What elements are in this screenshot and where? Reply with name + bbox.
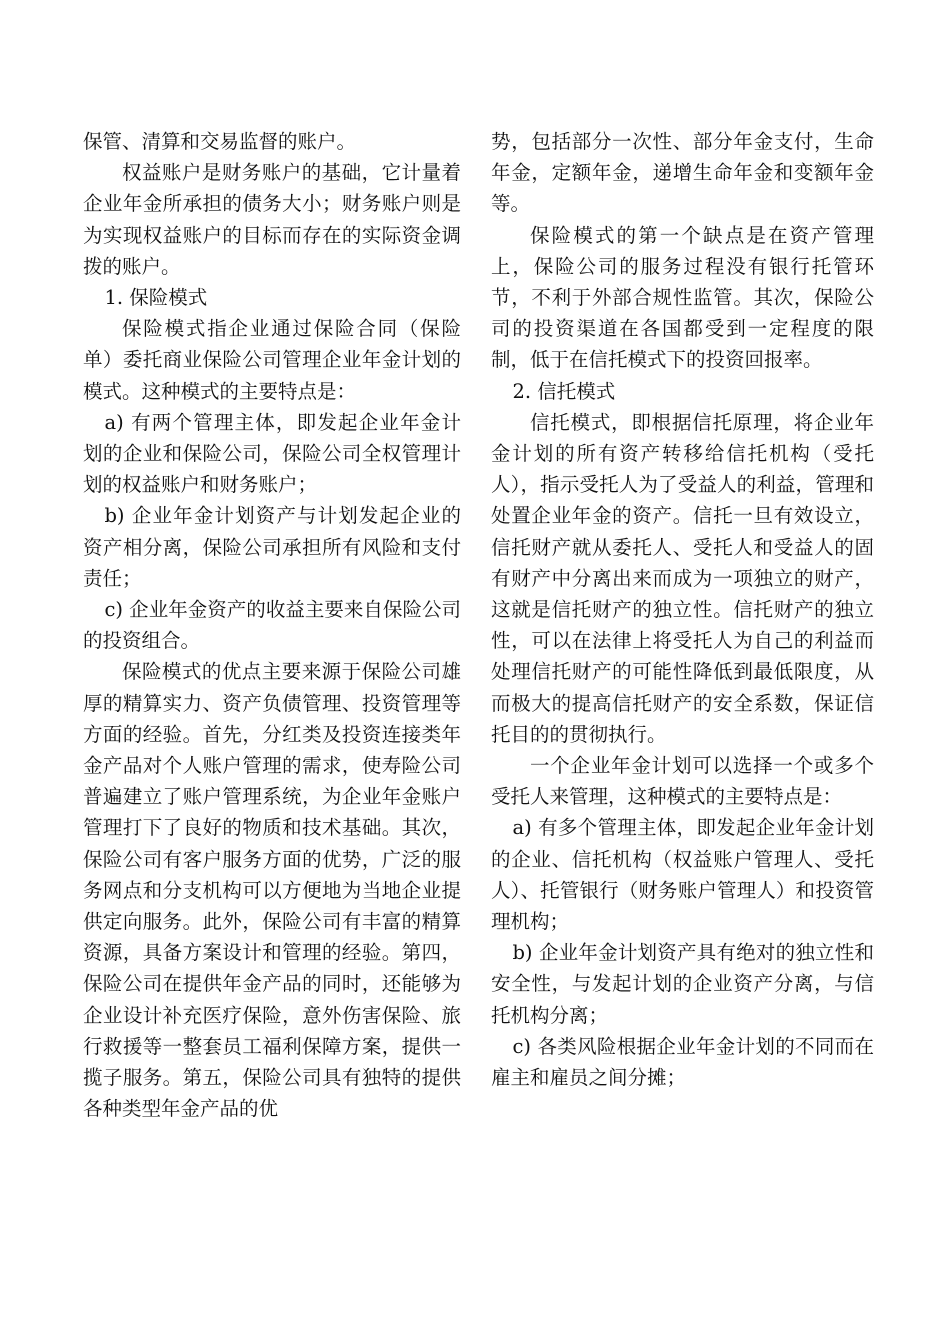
paragraph: 保险模式的优点主要来源于保险公司雄厚的精算实力、资产负债管理、投资管理等方面的经验。首先，分红类及投资连接类年金产品对个人账户管理的需求，使寿险公司普遍建立了账户管理系统，为企业年金账户管理打下了良好的物质和技术基础。其次，保险公司有客户服务方面的优势，广泛的服务网点和分支机构可以方便地为当地企业提供定向服务。此外，保险公司有丰富的精算资源，具备方案设计和管理的经验。第四，保险公司在提供年金产品的同时，还能够为企业设计补充医疗保险，意外伤害保险、旅行救援等一整套员工福利保障方案，提供一揽子服务。第五，保险公司具有独特的提供各种类型年金产品的优 [83,660,461,1121]
paragraph: 信托模式，即根据信托原理，将企业年金计划的所有资产转移给信托机构（受托人），指示受托人为了受益人的利益，管理和处置企业年金的资产。信托一旦有效设立，信托财产就从委托人、受托人和受益人的固有财产中分离出来而成为一项独立的财产，这就是信托财产的独立性。信托财产的独立性，可以在法律上将受托人为自己的利益而处理信托财产的可能性降低到最低限度，从而极大的提高信托财产的安全系数，保证信托目的的贯彻执行。 [491,410,874,746]
paragraph: 一个企业年金计划可以选择一个或多个受托人来管理，这种模式的主要特点是： [491,754,874,809]
left-column [83,126,461,1125]
paragraph: 势，包括部分一次性、部分年金支付，生命年金，定额年金，递增生命年金和变额年金等。 [491,130,874,216]
list-item: c) 各类风险根据企业年金计划的不同而在雇主和雇员之间分摊； [491,1034,874,1090]
paragraph: 保险模式指企业通过保险合同（保险单）委托商业保险公司管理企业年金计划的模式。这种模式的主要特点是： [83,317,461,403]
list-item: c) 企业年金资产的收益主要来自保险公司的投资组合。 [83,598,461,653]
paragraph: 权益账户是财务账户的基础，它计量着企业年金所承担的债务大小；财务账户则是为实现权益账户的目标而存在的实际资金调拨的账户。 [83,161,461,278]
section-heading-trust-mode: 2. 信托模式 [512,379,616,403]
list-item: b) 企业年金计划资产与计划发起企业的资产相分离，保险公司承担所有风险和支付责任； [83,504,461,590]
paragraph: 保管、清算和交易监督的账户。 [83,130,357,153]
list-item: b) 企业年金计划资产具有绝对的独立性和安全性，与发起计划的企业资产分离，与信托机构分离； [491,941,874,1027]
paragraph: 保险模式的第一个缺点是在资产管理上，保险公司的服务过程没有银行托管环节，不利于外部合规性监管。其次，保险公司的投资渠道在各国都受到一定程度的限制，低于在信托模式下的投资回报率。 [491,223,874,372]
list-item: a) 有两个管理主体，即发起企业年金计划的企业和保险公司，保险公司全权管理计划的权益账户和财务账户； [83,410,461,497]
list-item: a) 有多个管理主体，即发起企业年金计划的企业、信托机构（权益账户管理人、受托人）、托管银行（财务账户管理人）和投资管理机构； [491,816,874,934]
right-column [491,126,874,1093]
section-heading-insurance-mode: 1. 保险模式 [104,286,208,310]
